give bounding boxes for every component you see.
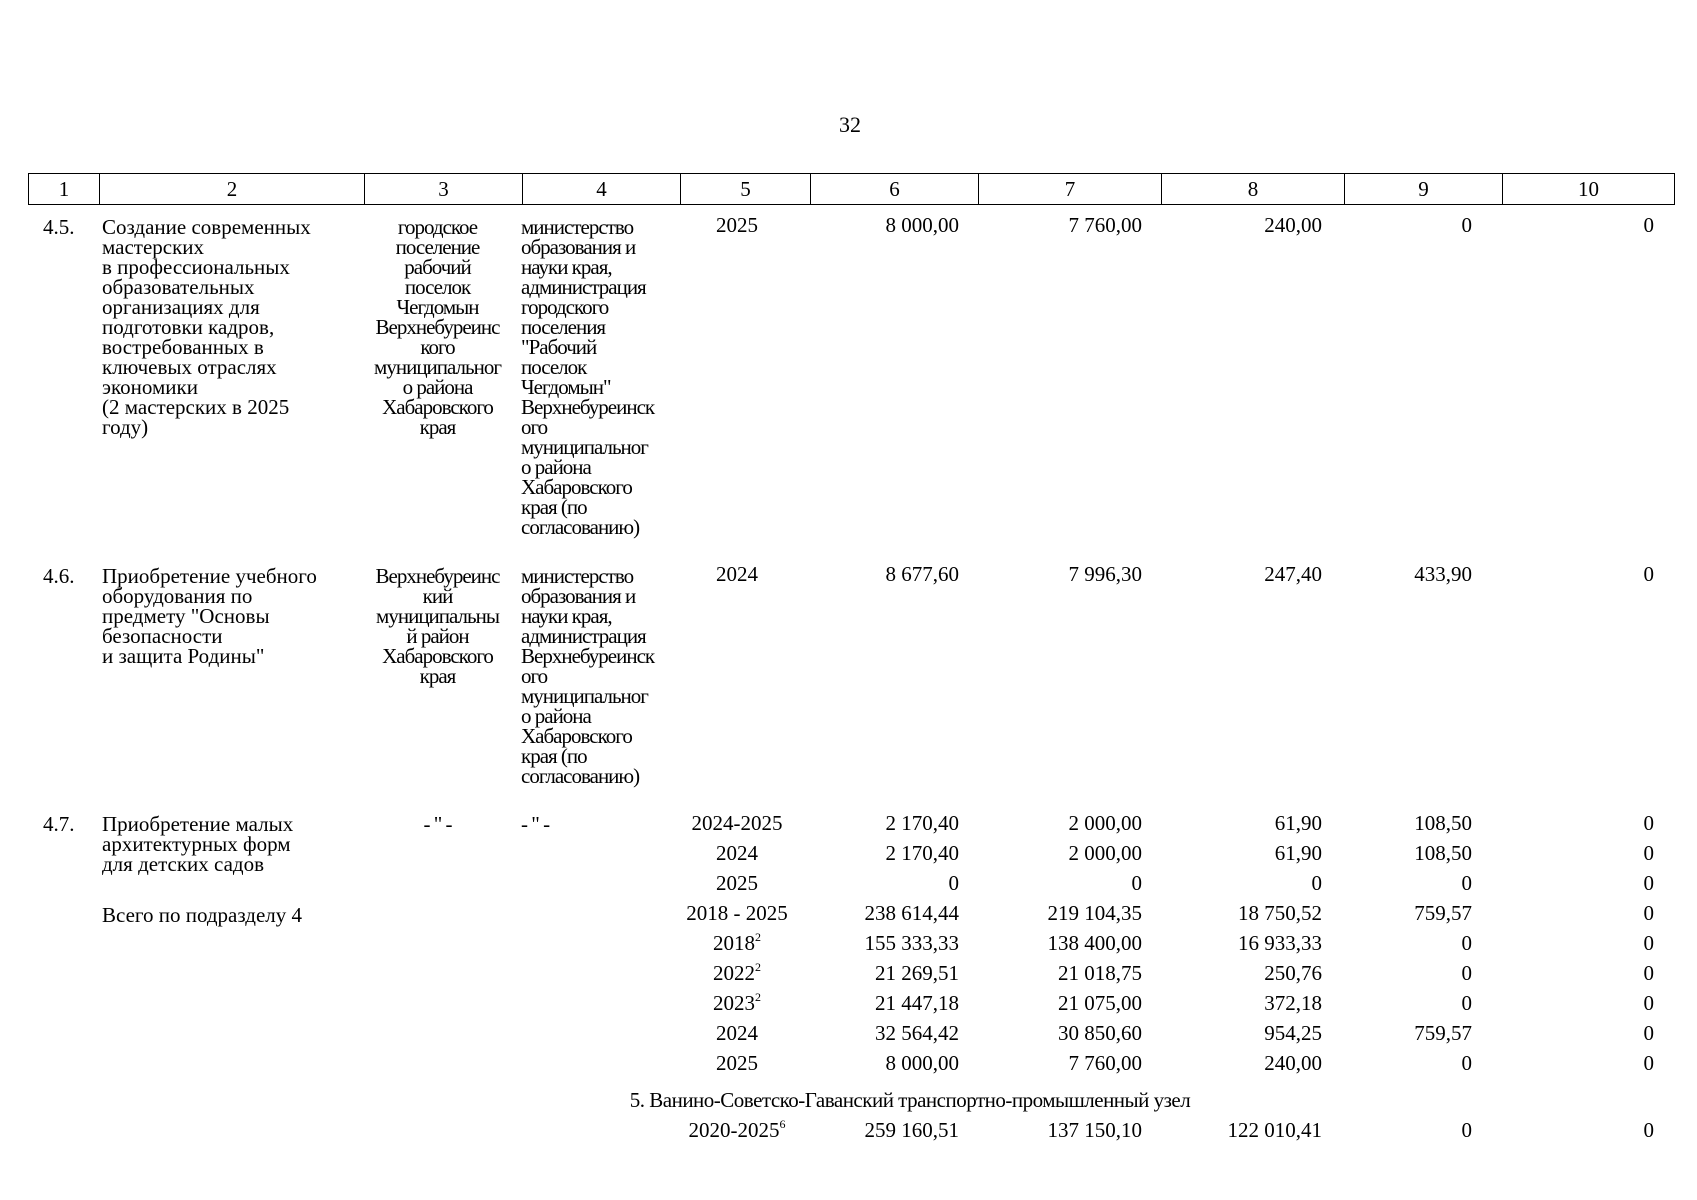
value-federal: 2 000,00 — [1068, 811, 1142, 835]
value-other: 0 — [1643, 841, 1654, 865]
year-cell — [672, 931, 802, 956]
location-line: муниципальног — [374, 355, 501, 379]
row-executor — [521, 217, 681, 537]
location-line: Верхнебуреинс — [375, 315, 500, 339]
year-cell: 2024 — [716, 562, 758, 586]
value-other: 0 — [1643, 871, 1654, 895]
row-number: 4.5. — [43, 215, 75, 239]
row-location — [360, 566, 515, 686]
table-header — [28, 173, 1675, 205]
value-total: 259 160,51 — [864, 1118, 959, 1142]
executor-line: науки края, — [521, 604, 612, 628]
value-regional: 250,76 — [1264, 961, 1322, 985]
executor-line: министерство — [521, 215, 634, 239]
header-cell: 2 — [99, 174, 364, 204]
value-regional: 0 — [1311, 871, 1322, 895]
value-other: 0 — [1643, 961, 1654, 985]
row-executor — [521, 566, 681, 786]
value-regional: 954,25 — [1264, 1021, 1322, 1045]
value-federal: 7 760,00 — [1068, 213, 1142, 237]
header-cell: 8 — [1161, 174, 1344, 204]
value-federal: 138 400,00 — [1047, 931, 1142, 955]
location-line: о района — [402, 375, 473, 399]
location-line: Верхнебуреинс — [375, 564, 500, 588]
value-total: 21 269,51 — [875, 961, 959, 985]
location-line: кого — [420, 335, 455, 359]
name-line: ключевых отраслях — [102, 355, 277, 379]
value-federal: 30 850,60 — [1058, 1021, 1142, 1045]
year-cell — [672, 1118, 802, 1143]
location-line: городское — [397, 215, 478, 239]
value-federal: 7 996,30 — [1068, 562, 1142, 586]
name-line: подготовки кадров, — [102, 315, 275, 339]
value-local: 0 — [1461, 213, 1472, 237]
value-other: 0 — [1643, 213, 1654, 237]
year-cell: 2024-2025 — [691, 811, 783, 835]
year-text: 2018 — [713, 931, 755, 955]
value-regional: 122 010,41 — [1227, 1118, 1322, 1142]
year-cell — [672, 961, 802, 986]
header-cell: 10 — [1502, 174, 1674, 204]
value-total: 2 170,40 — [885, 841, 959, 865]
location-line: Чегдомын — [396, 295, 479, 319]
year-text: 2020-2025 — [688, 1118, 780, 1142]
value-other: 0 — [1643, 562, 1654, 586]
executor-line: согласованию) — [521, 515, 640, 539]
value-other: 0 — [1643, 991, 1654, 1015]
executor-line: края (по — [521, 744, 587, 768]
executor-line: Верхнебуреинск — [521, 644, 655, 668]
year-cell — [672, 991, 802, 1016]
value-regional: 18 750,52 — [1238, 901, 1322, 925]
value-local: 108,50 — [1414, 841, 1472, 865]
value-other: 0 — [1643, 811, 1654, 835]
year-text: 2023 — [713, 991, 755, 1015]
location-line: кий — [422, 584, 453, 608]
value-local: 0 — [1461, 1118, 1472, 1142]
value-total: 32 564,42 — [875, 1021, 959, 1045]
name-line: Приобретение малых — [102, 812, 294, 836]
footnote-mark: 2 — [755, 960, 761, 974]
value-total: 8 000,00 — [885, 213, 959, 237]
executor-line: о района — [521, 704, 591, 728]
executor-line: муниципальног — [521, 435, 648, 459]
value-local: 759,57 — [1414, 1021, 1472, 1045]
value-total: 2 170,40 — [885, 811, 959, 835]
value-total: 155 333,33 — [864, 931, 959, 955]
footnote-mark: 6 — [779, 1117, 786, 1131]
executor-line: согласованию) — [521, 764, 640, 788]
name-line: оборудования по — [102, 584, 253, 608]
executor-line: Хабаровского — [521, 475, 632, 499]
name-line: для детских садов — [102, 852, 265, 876]
row-number: 4.7. — [43, 812, 75, 836]
row-location — [360, 217, 515, 437]
executor-line: ого — [521, 415, 548, 439]
value-total: 8 000,00 — [885, 1051, 959, 1075]
executor-line: образования и — [521, 235, 636, 259]
section-title: 5. Ванино-Советско-Гаванский транспортно-промышленный узел — [629, 1088, 1191, 1112]
year-cell: 2018 - 2025 — [686, 901, 788, 925]
year-cell: 2025 — [716, 213, 758, 237]
year-cell: 2025 — [716, 1051, 758, 1075]
year-cell: 2024 — [716, 841, 758, 865]
name-line: (2 мастерских в 2025 — [102, 395, 290, 419]
value-total: 0 — [948, 871, 959, 895]
value-local: 0 — [1461, 871, 1472, 895]
page-number: 32 — [839, 112, 861, 137]
name-line: безопасности — [102, 624, 223, 648]
executor-line: Верхнебуреинск — [521, 395, 655, 419]
value-other: 0 — [1643, 901, 1654, 925]
name-line: в профессиональных — [102, 255, 290, 279]
executor-line: муниципальног — [521, 684, 648, 708]
footnote-mark: 2 — [755, 990, 761, 1004]
value-other: 0 — [1643, 1021, 1654, 1045]
value-local: 0 — [1461, 961, 1472, 985]
value-total: 21 447,18 — [875, 991, 959, 1015]
year-cell: 2024 — [716, 1021, 758, 1045]
footnote-mark: 2 — [755, 930, 761, 944]
executor-line: края (по — [521, 495, 587, 519]
value-other: 0 — [1643, 1118, 1654, 1142]
location-line: поселение — [395, 235, 480, 259]
value-total: 8 677,60 — [885, 562, 959, 586]
location-line: края — [419, 415, 456, 439]
value-local: 0 — [1461, 1051, 1472, 1075]
executor-line: "Рабочий — [521, 335, 597, 359]
value-other: 0 — [1643, 931, 1654, 955]
year-text: 2022 — [713, 961, 755, 985]
value-federal: 2 000,00 — [1068, 841, 1142, 865]
location-line: Хабаровского — [382, 395, 493, 419]
header-cell: 7 — [978, 174, 1161, 204]
executor-line: Хабаровского — [521, 724, 632, 748]
name-line: предмету "Основы — [102, 604, 270, 628]
header-cell: 3 — [364, 174, 522, 204]
location-line: поселок — [404, 275, 471, 299]
value-regional: 372,18 — [1264, 991, 1322, 1015]
location-line: Хабаровского — [382, 644, 493, 668]
value-total: 238 614,44 — [864, 901, 959, 925]
value-federal: 219 104,35 — [1047, 901, 1142, 925]
name-line: образовательных — [102, 275, 255, 299]
header-cell: 4 — [522, 174, 680, 204]
value-federal: 21 018,75 — [1058, 961, 1142, 985]
location-line: рабочий — [404, 255, 471, 279]
executor-line: Чегдомын" — [521, 375, 611, 399]
row-name — [102, 566, 362, 666]
executor-line: образования и — [521, 584, 636, 608]
value-regional: 247,40 — [1264, 562, 1322, 586]
name-line: Создание современных — [102, 215, 311, 239]
value-local: 108,50 — [1414, 811, 1472, 835]
row-name — [102, 814, 362, 874]
name-line: и защита Родины" — [102, 644, 265, 668]
name-line: экономики — [102, 375, 198, 399]
location-line: й район — [406, 624, 469, 648]
header-cell: 5 — [680, 174, 810, 204]
name-line: мастерских — [102, 235, 205, 259]
row-location: - " - — [423, 812, 452, 836]
name-line: организациях для — [102, 295, 260, 319]
value-regional: 61,90 — [1274, 841, 1322, 865]
executor-line: поселок — [521, 355, 587, 379]
executor-line: науки края, — [521, 255, 612, 279]
location-line: края — [419, 664, 456, 688]
executor-line: городского — [521, 295, 609, 319]
value-local: 0 — [1461, 991, 1472, 1015]
location-line: муниципальны — [376, 604, 499, 628]
header-cell: 9 — [1344, 174, 1502, 204]
name-line: архитектурных форм — [102, 832, 291, 856]
header-cell: 6 — [810, 174, 978, 204]
name-line: востребованных в — [102, 335, 264, 359]
executor-line: администрация — [521, 624, 646, 648]
value-federal: 21 075,00 — [1058, 991, 1142, 1015]
executor-line: администрация — [521, 275, 646, 299]
executor-line: министерство — [521, 564, 634, 588]
name-line: году) — [102, 415, 149, 439]
row-number: 4.6. — [43, 564, 75, 588]
row-executor: - " - — [521, 812, 550, 836]
value-regional: 16 933,33 — [1238, 931, 1322, 955]
row-name — [102, 217, 362, 437]
header-cell: 1 — [58, 177, 70, 201]
name-line: Приобретение учебного — [102, 564, 317, 588]
year-cell: 2025 — [716, 871, 758, 895]
value-federal: 0 — [1131, 871, 1142, 895]
value-federal: 7 760,00 — [1068, 1051, 1142, 1075]
value-local: 0 — [1461, 931, 1472, 955]
value-regional: 61,90 — [1274, 811, 1322, 835]
value-other: 0 — [1643, 1051, 1654, 1075]
executor-line: поселения — [521, 315, 606, 339]
total-label: Всего по подразделу 4 — [102, 903, 303, 927]
value-regional: 240,00 — [1264, 213, 1322, 237]
value-federal: 137 150,10 — [1047, 1118, 1142, 1142]
value-regional: 240,00 — [1264, 1051, 1322, 1075]
value-local: 759,57 — [1414, 901, 1472, 925]
executor-line: о района — [521, 455, 591, 479]
value-local: 433,90 — [1414, 562, 1472, 586]
executor-line: ого — [521, 664, 548, 688]
